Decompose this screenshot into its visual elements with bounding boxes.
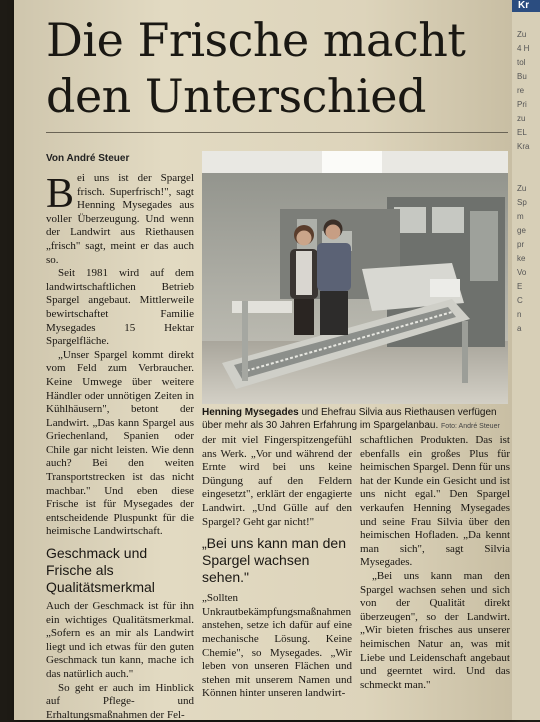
paragraph: „Bei uns kann man den Spargel wachsen sehen und sich von der Qualität direkt überzeugen", so der Landwirt. „Wir bieten frisches aus unserer heimischen Natur an, was mit Liebe und Leidenschaft angebaut und geerntet wird. Und das schmeckt man." [360, 569, 510, 691]
column-1 [46, 172, 194, 722]
photo-credit: Foto: André Steuer [441, 422, 500, 430]
column-2 [202, 434, 352, 701]
caption-names: Henning Mysegades [202, 407, 299, 418]
subheading: Geschmack und Frische als Qualitätsmerkmal [46, 545, 155, 596]
adjacent-column-line: 4 H [517, 44, 530, 53]
adjacent-column-line: zu [517, 114, 526, 123]
paragraph: „Sollten Unkrautbekämpfungsmaßnahmen anstehen, setze ich dafür auf eine mechanische Lösung. Keine Chemie", so Mysegades. „Wir leben von unseren Flächen und stehen mit unserem Namen und Können hinter unseren landwirt- [202, 592, 352, 700]
paragraph: der mit viel Fingerspitzengefühl ans Werk. „Vor und während der Ernte wird bei uns keine Düngung auf den Feldern eingesetzt", erklärt der engagierte Landwirt. „Und Gülle auf den Spargel? Geht gar nicht!" [202, 434, 352, 528]
column-3 [360, 434, 510, 692]
adjacent-column-line: pr [517, 240, 525, 249]
adjacent-column-line: Zu [517, 30, 527, 39]
adjacent-column-line: n [517, 310, 522, 319]
headline-line-2: den Unterschied [46, 69, 426, 123]
adjacent-column-line: m [517, 212, 524, 221]
adjacent-column-line: ge [517, 226, 526, 235]
paragraph: Seit 1981 wird auf dem landwirtschaftlichen Betrieb Spargel angebaut. Mittlerweile bewirtschaftet Familie Mysegades 15 Hektar Spargelfläche. [46, 267, 194, 348]
headline [46, 12, 506, 124]
paragraph [46, 172, 194, 267]
adjacent-column [512, 0, 540, 720]
adjacent-column-line: Kra [517, 142, 530, 151]
article-photo [202, 151, 508, 404]
adjacent-column-line: a [517, 324, 522, 333]
adjacent-column-line: Bu [517, 72, 527, 81]
paragraph: „Unser Spargel kommt direkt vom Feld zum Verbraucher. Keine Umwege über weitere Händler oder unnötigen Zeiten in Kühlhäusern", betont der Landwirt. „Das kann Spargel aus Griechenland, Spanien oder Chile gar nicht leisten. Wie denn auch? Bei den weiten Transportstrecken ist das nicht machbar." Und eben diese Frische ist für Mysegades der entscheidende Pluspunkt für die heimische Landwirtschaft. [46, 348, 194, 538]
byline: Von André Steuer [46, 153, 130, 164]
caption-text: und Ehefrau Silvia aus Riethausen verfügen über mehr als 30 Jahren Erfahrung im Spargelanbau. [202, 407, 497, 431]
drop-cap: B [46, 171, 75, 217]
adjacent-column-line: re [517, 86, 525, 95]
adjacent-column-header: Kr [512, 0, 540, 12]
adjacent-column-line: ke [517, 254, 526, 263]
pull-quote: „Bei uns kann man den Spargel wachsen sehen." [202, 535, 346, 586]
adjacent-column-line: EL [517, 128, 527, 137]
adjacent-column-line: Zu [517, 184, 527, 193]
adjacent-column-line: tol [517, 58, 526, 67]
headline-line-1: Die Frische macht [46, 13, 466, 67]
adjacent-column-line: Vo [517, 268, 527, 277]
paragraph-text: ei uns ist der Spargel frisch. Superfrisch!", sagt Henning Mysegades aus voller Überzeugung. Und wenn der Landwirt aus Riethausen „frisch" sagt, meint er das auch so. [46, 172, 194, 266]
adjacent-column-line: C [517, 296, 523, 305]
paragraph: schaftlichen Produkten. Das ist ebenfalls ein großes Plus für heimischen Spargel. Denn für uns hat der Kunde ein Gesicht und ist uns nicht egal." Den Spargel verkaufen Henning Mysegades und seine Frau Silvia über den heimischen Hofladen. „Da kennt man sich", sagt Silvia Mysegades. [360, 434, 510, 569]
paragraph: So geht er auch im Hinblick auf Pflege- und Erhaltungsmaßnahmen der Fel- [46, 681, 194, 721]
paragraph: Auch der Geschmack ist für ihn ein wichtiges Qualitätsmerkmal. „Sofern es an mir als Landwirt liegt und ich etwas für den guten Geschmack tun kann, mache ich das natürlich auch." [46, 600, 194, 680]
adjacent-column-line: Sp [517, 198, 527, 207]
photo-asparagus-sorting-machine [202, 151, 508, 404]
photo-caption [202, 407, 512, 433]
headline-rule [46, 132, 508, 133]
adjacent-column-line: Pri [517, 100, 527, 109]
adjacent-column-line: E [517, 282, 523, 291]
